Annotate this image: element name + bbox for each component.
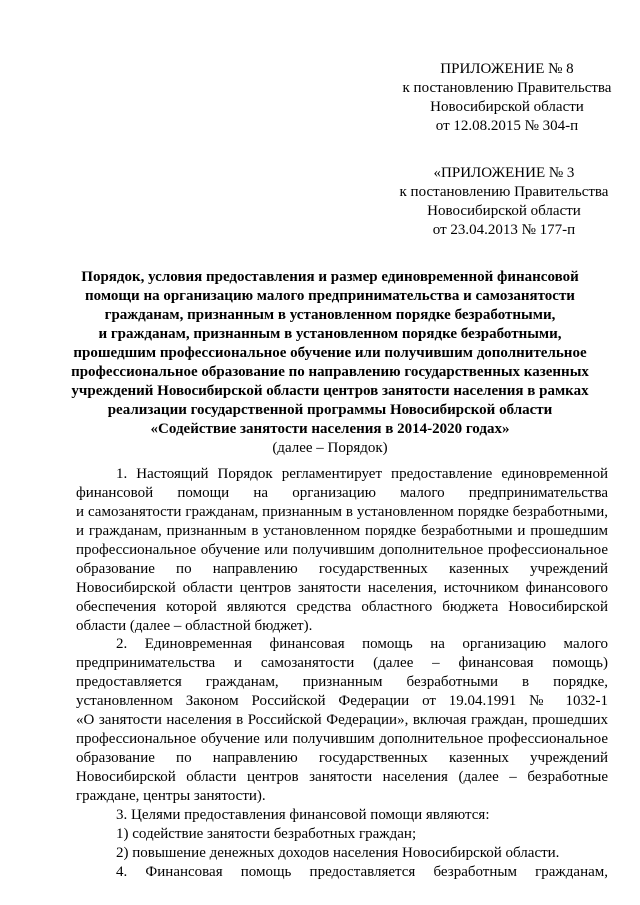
paragraph-2-line: предпринимательства и самозанятости (далее – финансовая помощь) (76, 655, 608, 672)
paragraph-2-line: профессиональное обучение или получившим дополнительное профессиональное (76, 731, 608, 748)
paragraph-1-line: и самозанятости гражданам, признанным в установленном порядке безработными, (76, 503, 608, 520)
appendix-3-line: к постановлению Правительства (399, 184, 609, 200)
paragraph-2-line: «О занятости населения в Российской Федерации», включая граждан, прошедших (76, 712, 608, 729)
appendix-8-date: от 12.08.2015 № 304-п (435, 118, 579, 134)
title-line: «Содействие занятости населения в 2014-2020 годах» (150, 421, 510, 437)
paragraph-2-line: 2. Единовременная финансовая помощь на организацию малого (116, 636, 608, 653)
paragraph-2-line: предоставляется гражданам, признанным безработными в порядке, (76, 674, 608, 691)
appendix-8-line: к постановлению Правительства (402, 80, 612, 96)
paragraph-3: 3. Целями предоставления финансовой помощи являются: (116, 806, 490, 823)
title-line: и гражданам, признанным в установленном порядке безработными, (98, 326, 562, 342)
paragraph-2-line: граждане, центры занятости). (76, 787, 266, 804)
appendix-8-line: Новосибирской области (430, 99, 584, 115)
paragraph-2-line: Новосибирской области центров занятости населения (далее – безработные (76, 769, 608, 785)
document-title (60, 268, 600, 458)
title-line: Порядок, условия предоставления и размер единовременной финансовой (81, 269, 579, 285)
appendix-3-title: «ПРИЛОЖЕНИЕ № 3 (433, 165, 575, 181)
list-item-2: 2) повышение денежных доходов населения Новосибирской области. (116, 844, 560, 861)
document-body (76, 465, 608, 882)
appendix-3-line: Новосибирской области (427, 203, 581, 219)
title-line: гражданам, признанным в установленном порядке безработными, (104, 307, 556, 323)
title-line: реализации государственной программы Новосибирской области (107, 402, 553, 418)
appendix-3-header (384, 164, 624, 240)
title-line: помощи на организацию малого предпринимательства и самозанятости (85, 288, 575, 304)
paragraph-1-line: области (далее – областной бюджет). (76, 617, 313, 634)
list-item-1: 1) содействие занятости безработных граждан; (116, 825, 417, 842)
paragraph-1-line: обеспечения которой являются средства областного бюджета Новосибирской (76, 598, 608, 615)
paragraph-4-line: 4. Финансовая помощь предоставляется безработным гражданам, (116, 863, 608, 880)
appendix-8-title: ПРИЛОЖЕНИЕ № 8 (440, 61, 574, 77)
paragraph-1-line: финансовой помощи на организацию малого предпринимательства (76, 484, 608, 501)
title-line: профессиональное образование по направлению государственных казенных (71, 364, 589, 380)
paragraph-1-line: и гражданам, признанным в установленном порядке безработными и прошедшим (76, 522, 608, 539)
paragraph-1-line: 1. Настоящий Порядок регламентирует предоставление единовременной (116, 466, 608, 482)
paragraph-1-line: Новосибирской области центров занятости населения, источником финансового (76, 579, 608, 596)
appendix-3-date: от 23.04.2013 № 177-п (432, 222, 576, 238)
paragraph-1-line: образование по направлению государственных казенных учреждений (76, 560, 608, 577)
title-subtitle: (далее – Порядок) (272, 440, 388, 456)
appendix-8-header (392, 60, 622, 136)
paragraph-2-line: установленном Законом Российской Федерации от 19.04.1991 № 1032-1 (76, 693, 608, 710)
title-line: прошедшим профессиональное обучение или получившим дополнительное (73, 345, 587, 361)
paragraph-2-line: образование по направлению государственных казенных учреждений (76, 750, 608, 767)
title-line: учреждений Новосибирской области центров занятости населения в рамках (71, 383, 589, 399)
paragraph-1-line: профессиональное обучение или получившим дополнительное профессиональное (76, 541, 608, 558)
